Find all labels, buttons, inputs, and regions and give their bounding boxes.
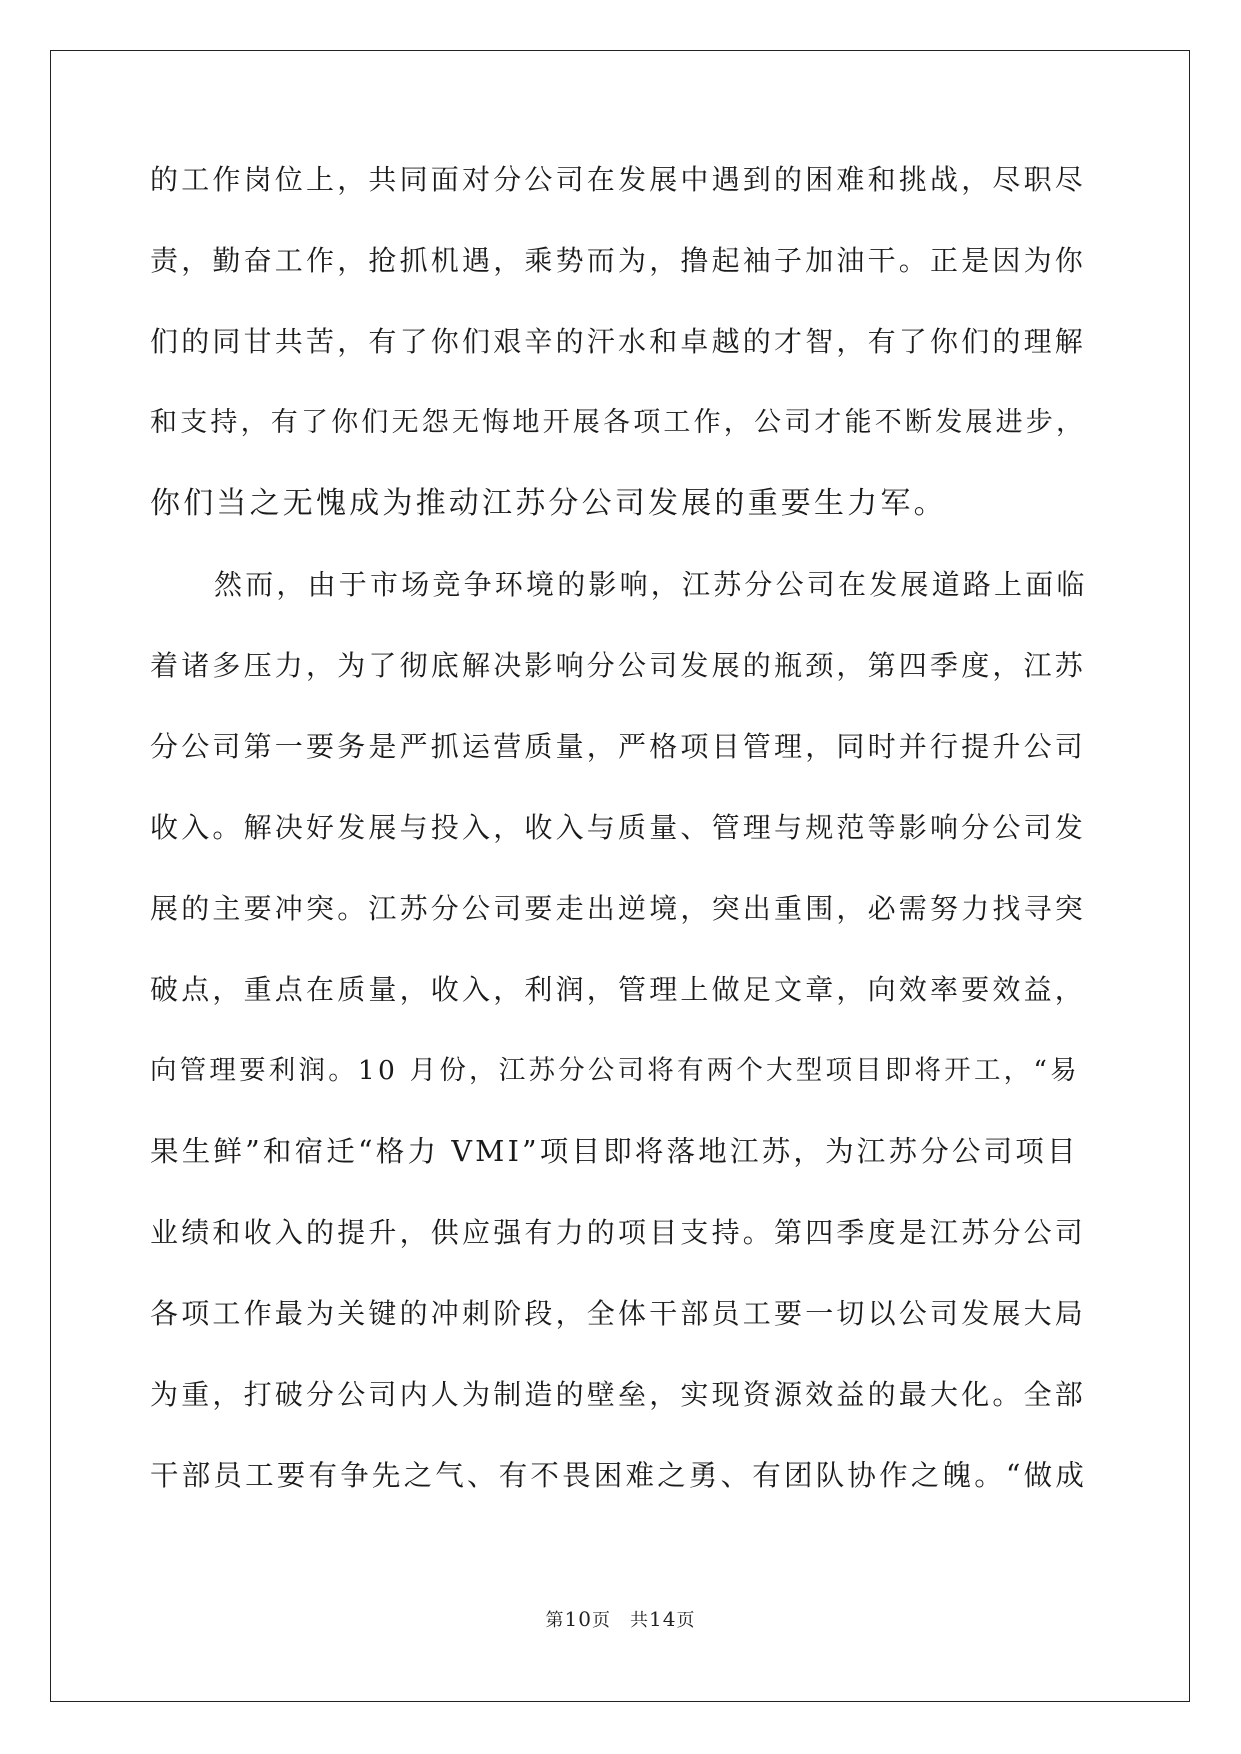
total-page-count: 14	[649, 1607, 677, 1631]
text-line: 责，勤奋工作，抢抓机遇，乘势而为，撸起袖子加油干。正是因为你	[150, 244, 1087, 277]
text-line: 然而，由于市场竞争环境的影响，江苏分公司在发展道路上面临	[214, 568, 1088, 601]
footer-middle: 页 共	[592, 1610, 649, 1631]
text-line: 为重，打破分公司内人为制造的壁垒，实现资源效益的最大化。全部	[150, 1378, 1087, 1411]
text-line: 各项工作最为关键的冲刺阶段，全体干部员工要一切以公司发展大局	[150, 1297, 1087, 1330]
text-line: 向管理要利润。10 月份，江苏分公司将有两个大型项目即将开工，“易	[150, 1055, 1080, 1086]
text-line: 的工作岗位上，共同面对分公司在发展中遇到的困难和挑战，尽职尽	[150, 163, 1087, 196]
text-line: 收入。解决好发展与投入，收入与质量、管理与规范等影响分公司发	[150, 811, 1087, 844]
text-line: 着诸多压力，为了彻底解决影响分公司发展的瓶颈，第四季度，江苏	[150, 649, 1087, 682]
text-line: 分公司第一要务是严抓运营质量，严格项目管理，同时并行提升公司	[150, 730, 1087, 763]
text-line: 果生鲜”和宿迁“格力 VMI”项目即将落地江苏，为江苏分公司项目	[150, 1135, 1079, 1168]
footer-prefix: 第	[545, 1610, 565, 1631]
text-line: 你们当之无愧成为推动江苏分公司发展的重要生力军。	[150, 486, 947, 521]
document-body	[150, 155, 1090, 1532]
text-line: 干部员工要有争先之气、有不畏困难之勇、有团队协作之魄。“做成	[150, 1459, 1088, 1492]
text-line: 们的同甘共苦，有了你们艰辛的汗水和卓越的才智，有了你们的理解	[150, 325, 1087, 358]
footer-suffix: 页	[676, 1610, 696, 1631]
current-page-number: 10	[564, 1607, 592, 1631]
text-line: 破点，重点在质量，收入，利润，管理上做足文章，向效率要效益，	[150, 973, 1087, 1006]
text-line: 展的主要冲突。江苏分公司要走出逆境，突出重围，必需努力找寻突	[150, 892, 1087, 925]
text-line: 和支持，有了你们无怨无悔地开展各项工作，公司才能不断发展进步，	[150, 407, 1087, 438]
text-line: 业绩和收入的提升，供应强有力的项目支持。第四季度是江苏分公司	[150, 1216, 1087, 1249]
page-footer	[0, 1606, 1241, 1632]
